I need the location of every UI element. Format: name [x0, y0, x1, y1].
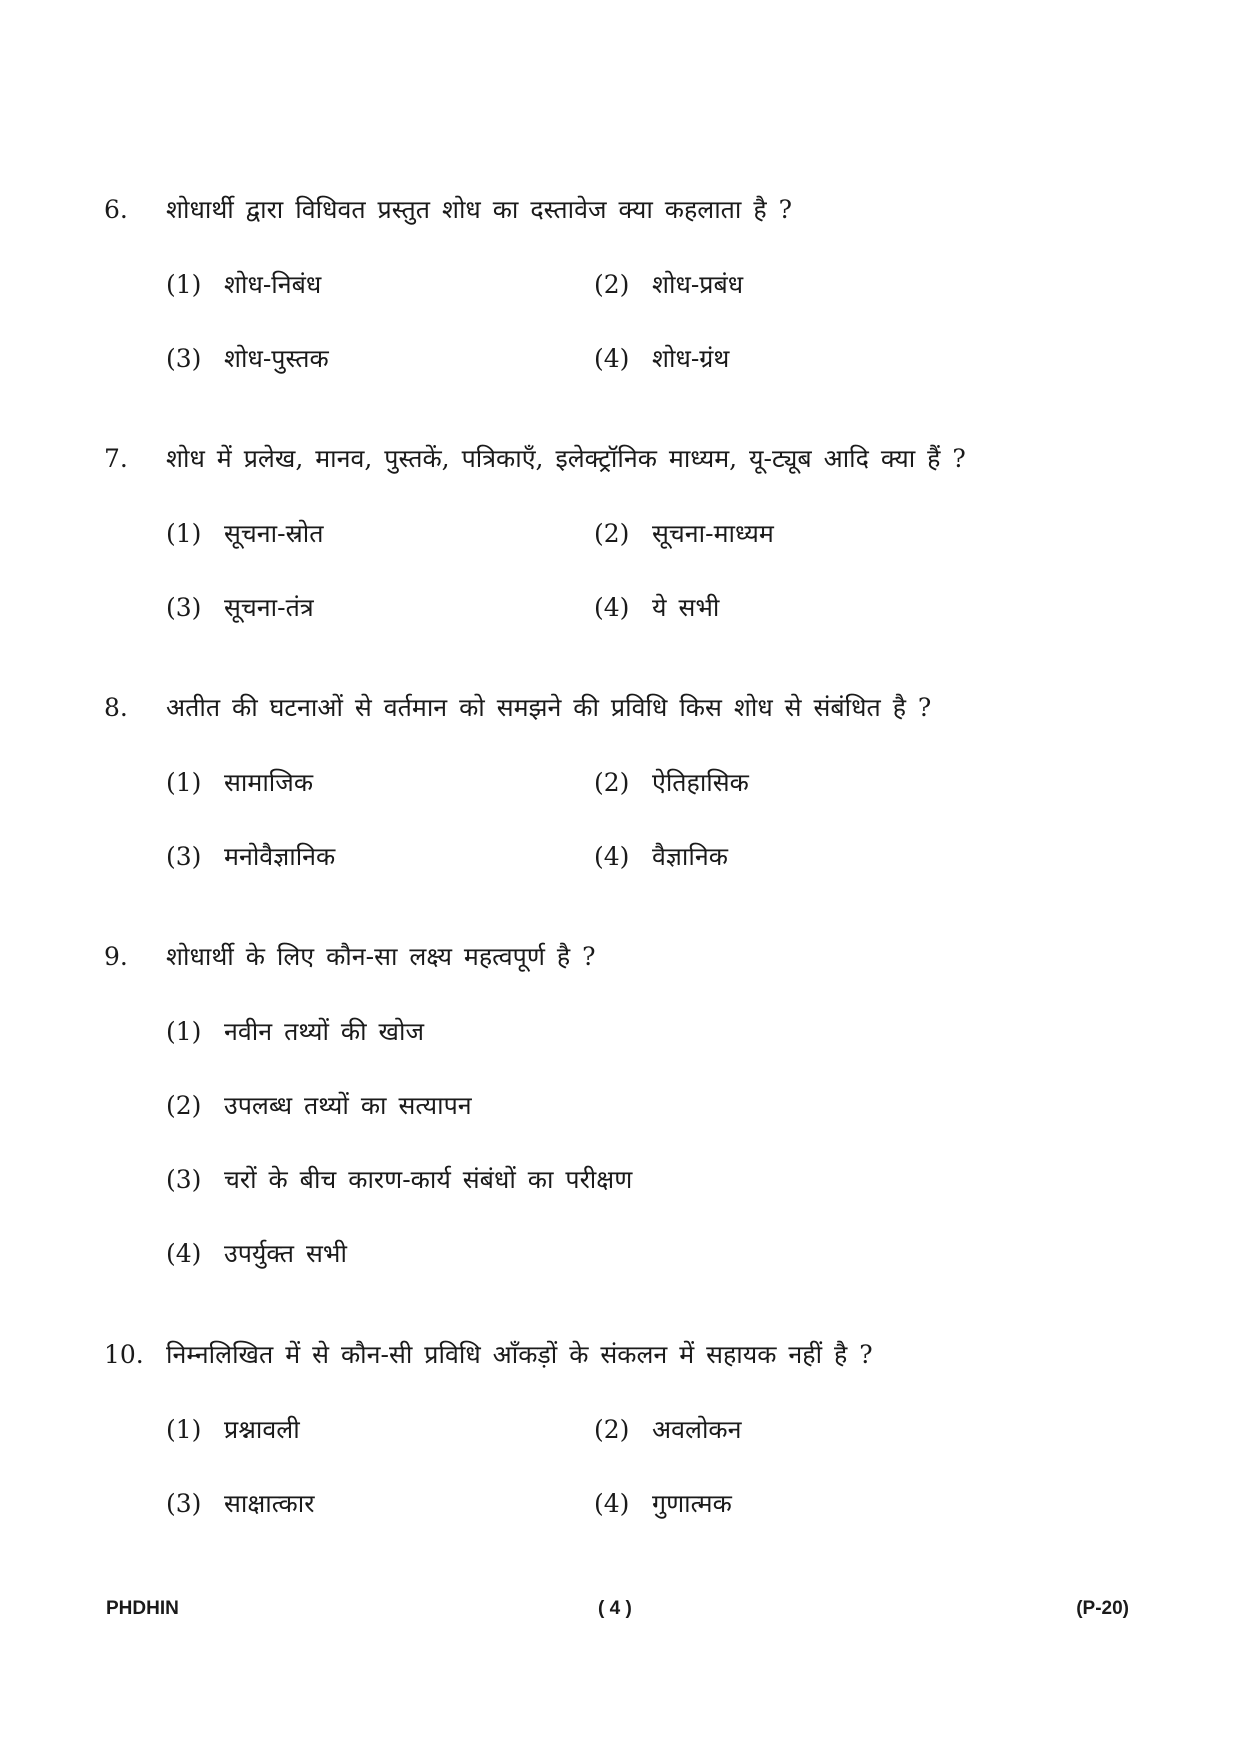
question-number: 6. — [104, 195, 128, 224]
option-number: (2) — [594, 519, 630, 548]
page-number: ( 4 ) — [598, 1598, 632, 1619]
option-text: शोध-पुस्तक — [224, 344, 329, 373]
option-number: (3) — [166, 1165, 202, 1194]
option-text: नवीन तथ्यों की खोज — [224, 1017, 424, 1046]
question-stem — [0, 1335, 1241, 1375]
option-number: (3) — [166, 344, 202, 373]
option-number: (1) — [166, 519, 202, 548]
option-number: (3) — [166, 1489, 202, 1518]
option-text: मनोवैज्ञानिक — [224, 842, 336, 871]
option-text: सूचना-तंत्र — [224, 593, 314, 622]
question-text: शोधार्थी के लिए कौन-सा लक्ष्य महत्वपूर्ण है ? — [166, 942, 596, 971]
option-number: (1) — [166, 1415, 202, 1444]
question-text: अतीत की घटनाओं से वर्तमान को समझने की प्रविधि किस शोध से संबंधित है ? — [166, 693, 932, 722]
question-text: शोधार्थी द्वारा विधिवत प्रस्तुत शोध का दस्तावेज क्या कहलाता है ? — [166, 195, 792, 224]
option-text: साक्षात्कार — [224, 1489, 315, 1518]
option-number: (2) — [594, 1415, 630, 1444]
option-text: ये सभी — [652, 593, 720, 622]
option-number: (1) — [166, 270, 202, 299]
option-number: (2) — [594, 768, 630, 797]
option-text: शोध-प्रबंध — [652, 270, 744, 299]
option-text: अवलोकन — [652, 1415, 742, 1444]
option-text: गुणात्मक — [652, 1489, 732, 1518]
option-number: (4) — [594, 593, 630, 622]
option-number: (1) — [166, 768, 202, 797]
option-number: (4) — [594, 344, 630, 373]
option-text: चरों के बीच कारण-कार्य संबंधों का परीक्षण — [224, 1165, 633, 1194]
option-text: सामाजिक — [224, 768, 314, 797]
option-text: वैज्ञानिक — [652, 842, 728, 871]
question-number: 9. — [104, 942, 128, 971]
question-number: 8. — [104, 693, 128, 722]
option-text: शोध-ग्रंथ — [652, 344, 730, 373]
paper-code: PHDHIN — [106, 1598, 179, 1619]
option-number: (3) — [166, 842, 202, 871]
question-text: शोध में प्रलेख, मानव, पुस्तकें, पत्रिकाएँ, इलेक्ट्रॉनिक माध्यम, यू-ट्यूब आदि क्या हैं ? — [166, 444, 966, 473]
question-stem — [0, 688, 1241, 728]
option-text: ऐतिहासिक — [652, 768, 749, 797]
option-number: (3) — [166, 593, 202, 622]
option-number: (2) — [594, 270, 630, 299]
page-footer — [0, 1594, 1241, 1624]
option-number: (4) — [594, 1489, 630, 1518]
question-stem — [0, 190, 1241, 230]
option-number: (4) — [594, 842, 630, 871]
question-stem — [0, 439, 1241, 479]
paper-set: (P-20) — [1076, 1598, 1129, 1619]
question-number: 10. — [104, 1340, 144, 1369]
option-text: प्रश्नावली — [224, 1415, 300, 1444]
option-number: (4) — [166, 1239, 202, 1268]
option-text: शोध-निबंध — [224, 270, 322, 299]
option-number: (2) — [166, 1091, 202, 1120]
option-text: उपलब्ध तथ्यों का सत्यापन — [224, 1091, 472, 1120]
question-text: निम्नलिखित में से कौन-सी प्रविधि आँकड़ों के संकलन में सहायक नहीं है ? — [166, 1340, 873, 1369]
option-text: सूचना-माध्यम — [652, 519, 774, 548]
option-text: उपर्युक्त सभी — [224, 1239, 347, 1268]
option-text: सूचना-स्रोत — [224, 519, 324, 548]
question-stem — [0, 937, 1241, 977]
option-number: (1) — [166, 1017, 202, 1046]
question-number: 7. — [104, 444, 128, 473]
